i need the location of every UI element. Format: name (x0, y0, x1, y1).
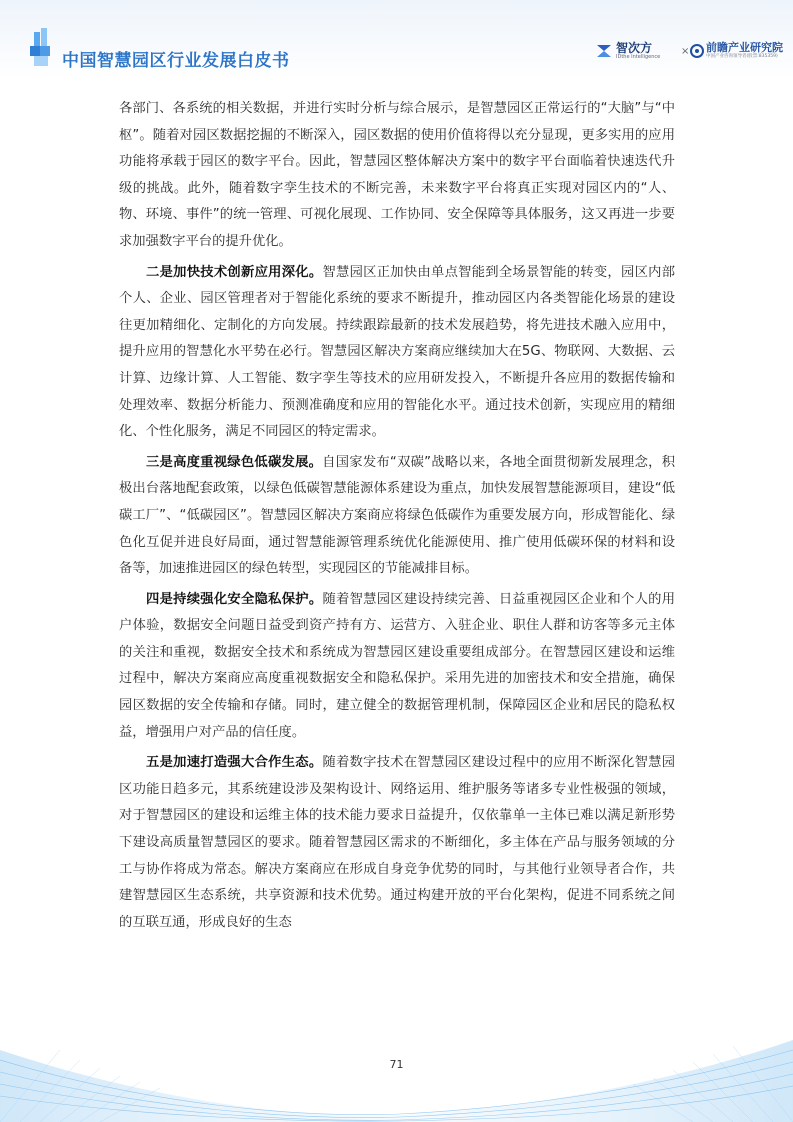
paragraph-lead: 二是加快技术创新应用深化。 (146, 264, 323, 280)
brand-zhicifang (595, 42, 660, 60)
paragraph-text: 随着智慧园区建设持续完善、日益重视园区企业和个人的用户体验，数据安全问题日益受到资产持有方、运营方、入驻企业、职住人群和访客等多元主体的关注和重视，数据安全技术和系统成为智慧园区建设重要组成部分。在智慧园区建设和运维过程中，解决方案商应高度重视数据安全和隐私保护。采用先进的加密技术和安全措施，确保园区数据的安全传输和存储。同时，建立健全的数据管理机制，保障园区企业和居民的隐私权益，增强用户对产品的信任度。 (119, 591, 676, 740)
paragraph-lead: 三是高度重视绿色低碳发展。 (146, 454, 323, 470)
body-text (119, 96, 675, 940)
paragraph-5 (119, 750, 675, 936)
paragraph-4 (119, 587, 675, 747)
cube-logo-icon (28, 28, 56, 70)
brand-qianzhan (690, 42, 783, 60)
document-title: 中国智慧园区行业发展白皮书 (62, 51, 290, 71)
brand-separator: × (681, 46, 690, 57)
paragraph-3 (119, 450, 675, 583)
paragraph-text: 智慧园区正加快由单点智能到全场景智能的转变，园区内部个人、企业、园区管理者对于智能化系统的要求不断提升，推动园区内各类智能化场景的建设往更加精细化、定制化的方向发展。持续跟踪最新的技术发展趋势，将先进技术融入应用中，提升应用的智慧化水平势在必行。智慧园区解决方案商应继续加大在5G、物联网、大数据、云计算、边缘计算、人工智能、数字孪生等技术的应用研发投入，不断提升各应用的数据传输和处理效率、数据分析能力、预测准确度和应用的智能化水平。通过技术创新，实现应用的精细化、个性化服务，满足不同园区的特定需求。 (119, 264, 676, 440)
zhicifang-logo-icon (595, 42, 613, 60)
paragraph-text: 各部门、各系统的相关数据，并进行实时分析与综合展示，是智慧园区正常运行的“大脑”与“中枢”。随着对园区数据挖掘的不断深入，园区数据的使用价值将得以充分显现，更多实用的应用功能将承载于园区的数字平台。因此，智慧园区整体解决方案中的数字平台面临着快速迭代升级的挑战。此外，随着数字孪生技术的不断完善，未来数字平台将真正实现对园区内的“人、物、环境、事件”的统一管理、可视化展现、工作协同、安全保障等具体服务，这又再进一步要求加强数字平台的提升优化。 (119, 101, 675, 249)
paragraph-2 (119, 260, 675, 446)
brand1-subtitle: IDthe Intelligence (616, 54, 661, 60)
brand2-name: 前瞻产业研究院 (706, 41, 783, 54)
paragraph-text: 自国家发布“双碳”战略以来，各地全面贯彻新发展理念，积极出台落地配套政策，以绿色低碳智慧能源体系建设为重点，加快发展智慧能源项目，建设“低碳工厂”、“低碳园区”。智慧园区解决方案商应将绿色低碳作为重要发展方向，形成智能化、绿色化互促并进良好局面，通过智慧能源管理系统优化能源使用、推广使用低碳环保的材料和设备等，加速推进园区的绿色转型，实现园区的节能减排目标。 (119, 454, 675, 577)
page-number: 71 (389, 1058, 404, 1071)
paragraph-lead: 五是加速打造强大合作生态。 (146, 755, 323, 771)
brand2-subtitle: 中国产业咨询领导者(股票:835359) (706, 54, 778, 59)
paragraph-lead: 四是持续强化安全隐私保护。 (146, 591, 323, 607)
paragraph-text: 随着数字技术在智慧园区建设过程中的应用不断深化智慧园区功能日趋多元，其系统建设涉及架构设计、网络运用、维护服务等诸多专业性极强的领域，对于智慧园区的建设和运维主体的技术能力要求日益提升，仅依靠单一主体已难以满足新形势下建设高质量智慧园区的要求。随着智慧园区需求的不断细化，多主体在产品与服务领域的分工与协作将成为常态。解决方案商应在形成自身竞争优势的同时，与其他行业领导者合作，共建智慧园区生态系统，共享资源和技术优势。通过构建开放的平台化架构，促进不同系统之间的互联互通，形成良好的生态 (119, 755, 676, 930)
paragraph-1 (119, 96, 675, 256)
page-header (0, 0, 793, 80)
qianzhan-logo-icon (690, 44, 704, 58)
brand1-name: 智次方 (616, 41, 653, 55)
